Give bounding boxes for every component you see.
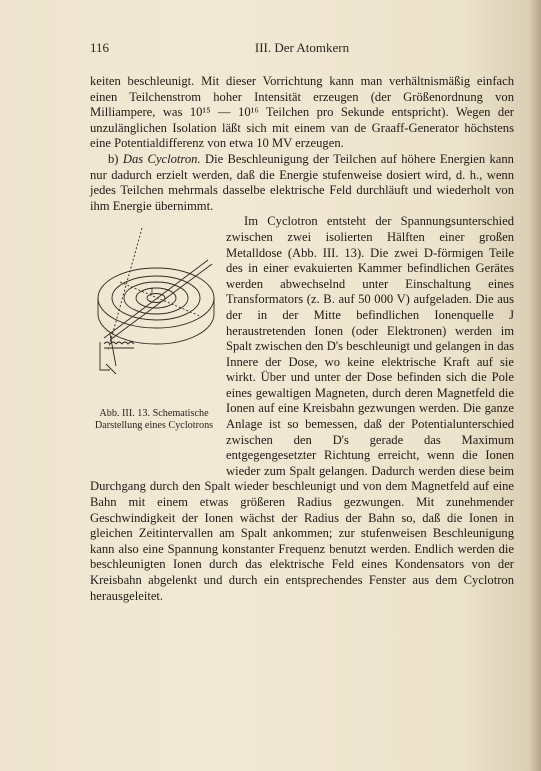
cyclotron-figure [90, 216, 218, 478]
paragraph-3: Im Cyclotron entsteht der Spannungsunterschied zwischen zwei isolierten Hälften einer großen Metalldose (Abb. III. 13). Die zwei D-förmigen Teile des in einer evakuierten Kammer befindlichen Gerätes werden abwechselnd unter Einschaltung eines Transformators (z. B. auf 50 000 V) aufgeladen. Die aus der in der Mitte befindlichen Ionenquelle J heraustretenden Ionen (oder Elektronen) werden im Spalt zwischen den D's beschleunigt und gelangen in das Innere der Dose, wo keine elektrische Kraft auf sie wirkt. Über und unter der Dose befinden sich die Pole eines gewaltigen Magneten, durch deren Magnetfeld die Ionen auf eine Kreisbahn gezwungen werden. Die ganze Anlage ist so bemessen, daß der Potentialunterschied zwischen den D's gerade das Maximum entgegengesetzter Richtung erreicht, wenn die Ionen wieder zum Spalt gelangen. Dadurch werden diese beim Durchgang durch den Spalt wieder beschleunigt und von dem Magnetfeld auf eine Bahn mit einem etwas größeren Radius gezwungen. Mit zunehmender Geschwindigkeit der Ionen wächst der Radius der Bahn so, daß die Ionen in gleichen Zeitintervallen am Spalt ankommen; zur stufenweisen Beschleunigung kann also eine Spannung konstanter Frequenz benutzt werden. Endlich werden die beschleunigten Ionen durch das elektrische Feld eines Kondensators von der Kreisbahn abgelenkt und durch ein entsprechendes Fenster aus dem Cyclotron herausgeleitet. [90, 214, 514, 603]
paragraph-2 [90, 152, 514, 214]
page-number: 116 [90, 40, 110, 55]
section-label: b) [108, 151, 119, 166]
cyclotron-diagram [90, 224, 218, 404]
body-text [90, 74, 514, 604]
figure-caption: Abb. III. 13. Schematische Darstellung eines Cyclotrons [94, 408, 214, 432]
chapter-title: III. Der Atomkern [254, 40, 350, 55]
ion-source-label: J [150, 287, 154, 297]
paragraph-1: keiten beschleunigt. Mit dieser Vorrichtung kann man verhältnismäßig einfach einen Teilchenstrom hoher Intensität erzeugen (der Größenordnung von Milliampere, was 10¹⁵ — 10¹⁶ Teilchen pro Sekunde entspricht). Wegen der unzulänglichen Isolation läßt sich mit einem van de Graaff-Generator höchstens eine Potentialdifferenz von etwa 10 MV erzeugen. [90, 74, 514, 151]
page-edge-shadow [529, 0, 541, 771]
running-header [90, 40, 514, 56]
section-title: Das Cyclotron. [122, 151, 201, 166]
paragraph-2-text: Die Beschleunigung der Teilchen auf höhere Energien kann nur dadurch erzielt werden, daß die Energie stufenweise dosiert wird, d. h., wenn jedes Teilchen mehrmals dasselbe elektrische Feld durchläuft und wiederholt von ihm Energie übernimmt. [90, 151, 514, 213]
